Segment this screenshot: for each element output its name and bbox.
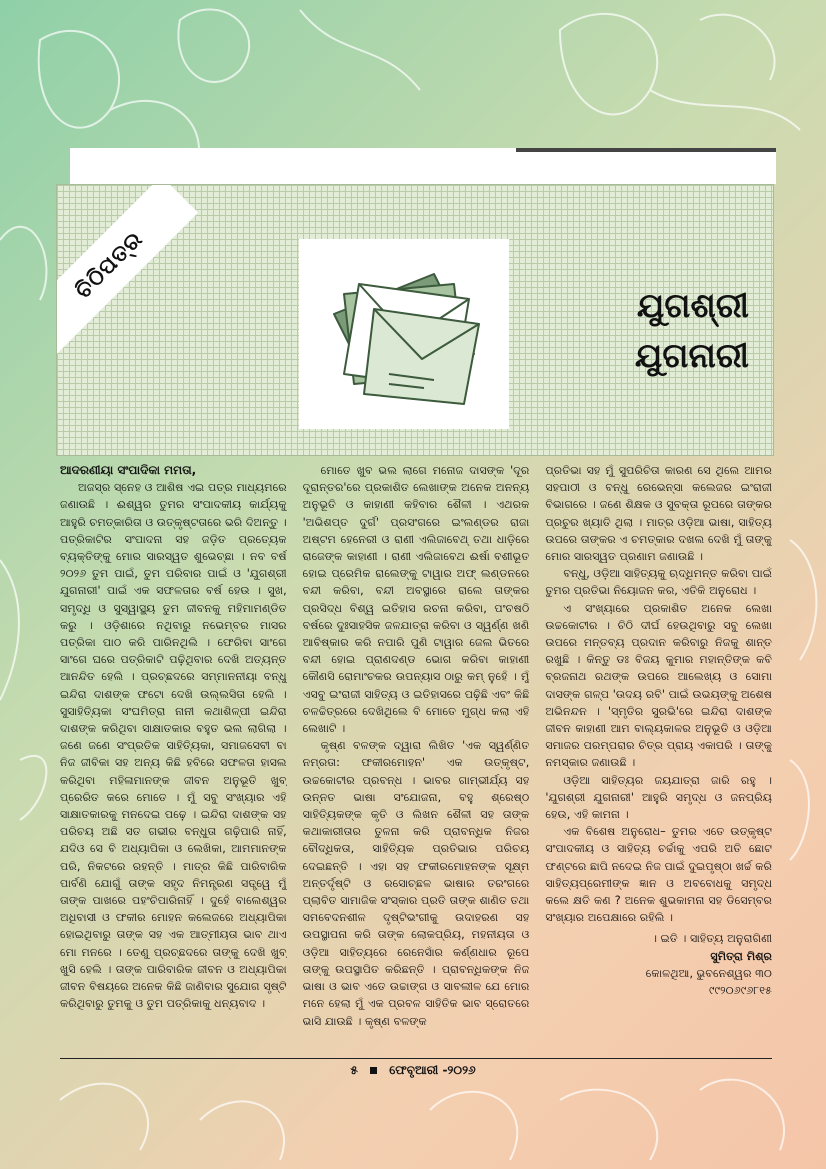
paragraph: ଓଡ଼ିଆ ସାହିତ୍ୟର ଜୟଯାତ୍ରା ଜାରି ରହୁ । 'ଯୁଗଶ୍ରୀ ଯୁଗନାରୀ' ଆହୁରି ସମୃଦ୍ଧ ଓ ଜନପ୍ରିୟ ହେଉ, ଏହି କାମନା ।	[545, 773, 773, 822]
envelopes-image	[299, 239, 509, 429]
paragraph: ବନ୍ଧୁ, ଓଡ଼ିଆ ସାହିତ୍ୟକୁ ଋଦ୍ଧିମନ୍ତ କରିବା ପାଇଁ ତୁମର ପ୍ରତିଭା ନିୟୋଜନ କର, ଏତିକି ଅନୁରୋଧ ।	[545, 567, 773, 598]
sign-place: କୋଳଥିଆ, ଭୁବନେଶ୍ୱର ୩୦	[645, 966, 773, 980]
footer-square-icon	[370, 1067, 377, 1074]
column-1	[60, 462, 287, 1047]
signature-block	[545, 930, 772, 999]
letter-body	[60, 462, 772, 1047]
letter-greeting: ଆଦରଣୀୟା ସଂପାଦିକା ମମତା,	[60, 463, 197, 477]
paragraph: ମୋତେ ଖୁବ ଭଲ ଲାଗେ ମନୋଜ ଦାସଙ୍କ 'ଦୂର ଦୂରାନ୍ତର'ରେ ପ୍ରକାଶିତ ଲେଖାଙ୍କ ଅନେକ ଅନନ୍ୟ ଅନୁଭୂତି ଓ କାହାଣୀ କହିବାର ଶୈଳୀ । ଏଥରକ 'ଅଭିଶପ୍ତ ଦୁର୍ଗ' ପ୍ରସଂଗରେ ଇଂଲଣ୍ଡର ରାଜା ଅଷ୍ଟମ ହେନେରୀ ଓ ରାଣୀ ଏଲିଜାବେଥ୍ ତଥା ଧାଡ଼ିରେ ରାଜେଙ୍କ କାହାଣୀ । ରାଣୀ ଏଲିଜାବେଥ ଈର୍ଷା ବଶୀଭୂତ ହୋଇ ପ୍ରେମିକ ରାଲେଙ୍କୁ ଟାୱାର ଅଫ୍ ଲଣ୍ଡନରେ ବନ୍ଦୀ କରିବା, ବନ୍ଦୀ ଅବସ୍ଥାରେ ରାଲେ ତାଙ୍କର ପ୍ରସିଦ୍ଧ ବିଶ୍ୱ ଇତିହାସ ରଚନା କରିବା, ପଂଚଷଠି ବର୍ଷରେ ଦୁଃସାହସିକ ଜଳଯାତ୍ରା କରିବା ଓ ସ୍ୱର୍ଣ୍ଣ ଖଣି ଆବିଷ୍କାର କରି ନପାରି ପୁଣି ଟାୱାର ଜେଲ ଭିତରେ ବନ୍ଦୀ ହୋଇ ପ୍ରାଣଦଣ୍ଡ ଭୋଗ କରିବା କାହାଣୀ କୌଣସି ରୋମାଂଚକର ଉପନ୍ୟାସ ଠାରୁ କମ୍ ନୁହେଁ । ମୁଁ ଏସବୁ ଇଂରାଜୀ ସାହିତ୍ୟ ଓ ଇତିହାସରେ ପଢ଼ିଛି ଏବଂ କିଛି ଚଳଚ୍ଚିତ୍ରରେ ଦେଖିଥିଲେ ବି ମୋତେ ମୁଗ୍ଧ କଲା ଏହି ଲେଖାଟି ।	[302, 464, 530, 736]
paragraph: ପ୍ରତିଭା ସହ ମୁଁ ସୁପରିଚିତା କାରଣ ସେ ଥିଲେ ଆମର ସହପାଠୀ ଓ ବନ୍ଧୁ ରେଭେନ୍ସା କଲେଜର ଇଂରାଜୀ ବିଭାଗରେ । ଜଣେ ଶିକ୍ଷକ ଓ ସୁବକ୍ତା ରୂପରେ ତାଙ୍କର ପ୍ରଚୁର ଖ୍ୟାତି ଥିଲା । ମାତ୍ର ଓଡ଼ିଆ ଭାଷା, ସାହିତ୍ୟ ଉପରେ ତାଙ୍କର ଏ ଚମତ୍କାର ଦଖଲ ଦେଖି ମୁଁ ତାଙ୍କୁ ମୋର ସାରସ୍ୱତ ପ୍ରଣାମ ଜଣାଉଛି ।	[545, 464, 773, 564]
sign-ending: । ଇତି । ସାହିତ୍ୟ ଅନୁରାଗିଣୀ	[651, 932, 773, 946]
column-2	[303, 462, 530, 1047]
section-label: ଚିଠିପତ୍ର	[70, 226, 148, 304]
column-3	[545, 462, 772, 1047]
envelopes-icon	[314, 254, 494, 414]
page-title-line1: ଯୁଗଶ୍ରୀ	[636, 286, 749, 326]
page-title	[635, 281, 749, 381]
paragraph: କୃଷ୍ଣ ବଳଙ୍କ ଦ୍ୱାରା ଲିଖିତ 'ଏକ ସ୍ୱର୍ଣ୍ଣିତ ନମ୍ରତା: ଫକୀରମୋହନ' ଏକ ଉତ୍କୃଷ୍ଟ, ଉଚ୍ଚକୋଟୀର ପ୍ରବନ୍ଧ । ଭାବର ଗାମ୍ଭୀର୍ଯ୍ୟ ସହ ଉନ୍ନତ ଭାଷା ସଂଯୋଜନା, ବହୁ ଶ୍ରେଷ୍ଠ ସାହିତ୍ୟିକଙ୍କ କୃତି ଓ ଲିଖନ ଶୈଳୀ ସହ ତାଙ୍କ କଥାକାରୀତାର ତୁଳନା କରି ପ୍ରାବନ୍ଧିକ ନିଜର ବୌଦ୍ଧିକତା, ସାହିତ୍ୟିକ ପ୍ରତିଭାର ପରିଚୟ ଦେଇଛନ୍ତି । ଏହା ସହ ଫକୀରମୋହନଙ୍କ ସୂକ୍ଷ୍ମ ଅନ୍ତର୍ଦୃଷ୍ଟି ଓ ରସୋଚ୍ଛଳ ଭାଷାର ତରଂଗରେ ପ୍ଲାବିତ ସାମାଜିକ ସଂସ୍କାର ପ୍ରତି ତାଙ୍କ ଶାଣିତ ତଥା ସମବେଦନଶୀଳ ଦୃଷ୍ଟିଭଂଗୀକୁ ଉଦାହରଣ ସହ ଉପସ୍ଥାପନା କରି ତାଙ୍କ ଲୋକପ୍ରିୟ, ମହନୀୟତା ଓ ଓଡ଼ିଆ ସାହିତ୍ୟରେ ରେନେସାଁର କର୍ଣ୍ଣଧାର ରୂପେ ତାଙ୍କୁ ଉପସ୍ଥାପିତ କରିଛନ୍ତି । ପ୍ରାବନ୍ଧିକଙ୍କ ନିଜ ଭାଷା ଓ ଭାବ ଏତେ ଉଚ୍ଚାଙ୍ଗ ଓ ସାବଲୀଳ ଯେ ମୋର ମନେ ହେଲା ମୁଁ ଏକ ପ୍ରବଳ ସାହିତିକ ଭାବ ସ୍ରୋତରେ ଭାସି ଯାଉଛି । କୃଷ୍ଣ ବଳଙ୍କ	[302, 739, 530, 1028]
page-title-line2: ଯୁଗନାରୀ	[634, 336, 749, 376]
section-label-ribbon	[56, 184, 198, 354]
footer-divider	[60, 1058, 772, 1059]
sign-name: ସୁମିତ୍ରା ମିଶ୍ର	[710, 949, 773, 963]
page-number: ୫	[350, 1063, 358, 1077]
section-header	[56, 184, 774, 456]
paragraph: ଏ ସଂଖ୍ୟାରେ ପ୍ରକାଶିତ ଅନେକ ଲେଖା ଉଚ୍ଚକୋଟୀର । ଚିଠି ଦୀର୍ଘ ହେଉଥିବାରୁ ସବୁ ଲେଖା ଉପରେ ମନ୍ତବ୍ୟ ପ୍ରଦାନ କରିବାରୁ ନିଜକୁ ଶାନ୍ତ ରଖୁଛି । କିନ୍ତୁ ଡଃ ବିଜୟ କୁମାର ମହାନ୍ତିଙ୍କ କବି ବ୍ରଜନାଥ ରଥଙ୍କ ଉପରେ ଆଲେଖ୍ୟ ଓ ସୋମା ଦାସଙ୍କ ଗଳ୍ପ 'ଉଦୟ ରବି' ପାଇଁ ଉଭୟଙ୍କୁ ଅଶେଷ ଅଭିନନ୍ଦନ । 'ସ୍ମୃତିର ସୁରଭି'ରେ ଇନ୍ଦିରା ଦାଶଙ୍କ ଜୀବନ କାହାଣୀ ଆମ ବାଲ୍ୟକାଳର ଅନୁଭୂତି ଓ ଓଡ଼ିଆ ସମାଜର ପରମ୍ପରାର ଚିତ୍ର ପ୍ରାୟ ଏକାପରି । ତାଙ୍କୁ ନମସ୍କାର ଜଣାଉଛି ।	[545, 601, 773, 770]
page-footer	[0, 1063, 826, 1078]
paragraph: ଏକ ବିଶେଷ ଅନୁରୋଧ– ତୁମର ଏତେ ଉତ୍କୃଷ୍ଟ ସଂପାଦକୀୟ ଓ ସାହିତ୍ୟ ଚର୍ଚ୍ଚାକୁ ଏପରି ଅତି ଛୋଟ ଫଣ୍ଟରେ ଛାପି ନଦେଇ ନିଜ ପାଇଁ ଦୁଇପୃଷ୍ଠା ଖର୍ଚ୍ଚ କରି ସାହିତ୍ୟପ୍ରେମୀଙ୍କ ଜ୍ଞାନ ଓ ଅବବୋଧକୁ ସମୃଦ୍ଧ କଲେ କ୍ଷତି କଣ ? ଅନେକ ଶୁଭକାମନା ସହ ଡିସେମ୍ବର ସଂଖ୍ୟାର ଅପେକ୍ଷାରେ ରହିଲି ।	[545, 825, 773, 925]
header-top-band	[70, 148, 776, 184]
header-top-accent	[516, 148, 776, 152]
issue-date: ଫେବୃଆରୀ -୨୦୨୬	[389, 1063, 476, 1077]
sign-phone: ୯୯୨୦୬୯୬୮୧୫	[708, 984, 773, 998]
paragraph: ଅଜସ୍ର ସ୍ନେହ ଓ ଆଶିଷ ଏଇ ପତ୍ର ମାଧ୍ୟମରେ ଜଣାଉଛି । ଈଶ୍ୱର ତୁମର ସଂପାଦକୀୟ କାର୍ଯ୍ୟକୁ ଆହୁରି ଚମତ୍କାରିତା ଓ ଉତ୍କୃଷ୍ଟତାରେ ଭରି ଦିଅନ୍ତୁ । ପତ୍ରିକାଟିର ସଂପାଦନା ସହ ଜଡ଼ିତ ପ୍ରତ୍ୟେକ ବ୍ୟକ୍ତିଙ୍କୁ ମୋର ସାରସ୍ୱତ ଶୁଭେଚ୍ଛା । ନବ ବର୍ଷ ୨୦୨୬ ତୁମ ପାଇଁ, ତୁମ ପରିବାର ପାଇଁ ଓ 'ଯୁଗଶ୍ରୀ ଯୁଗନାରୀ' ପାଇଁ ଏକ ସଫଳତାର ବର୍ଷ ହେଉ । ସୁଖ, ସମୃଦ୍ଧି ଓ ସୁସ୍ୱାସ୍ଥ୍ୟ ତୁମ ଜୀବନକୁ ମହିମାମଣ୍ଡିତ କରୁ । ଓଡ଼ିଶାରେ ନଥିବାରୁ ନଭେମ୍ବର ମାସର ପତ୍ରିକା ପାଠ କରି ପାରିନଥିଲି । ଫେରିବା ସାଂଗେ ସାଂଗେ ଘରେ ପତ୍ରିକାଟି ପଢ଼ିଥିବାର ଦେଖି ଅତ୍ୟନ୍ତ ଆନନ୍ଦିତ ହେଲି । ପ୍ରଚ୍ଛଦରେ ସମ୍ମାନନୀୟା ବନ୍ଧୁ ଇନ୍ଦିରା ଦାଶଙ୍କ ଫଟୋ ଦେଖି ଉଲ୍ଲସିତା ହେଲି । ସୁସାହିତ୍ୟିକା ସଂଘମିତ୍ରା ନାନୀ କଥାଶିଳ୍ପୀ ଇନ୍ଦିରା ଦାଶଙ୍କ କରିଥିବା ସାକ୍ଷାତକାର ବହୁତ ଭଲ ଲାଗିଲା । ଜଣେ ଜଣେ ସଂପ୍ରତିକ ସାହିତ୍ୟିକା, ସମାଜସେବୀ ବା ନିଜ ଜୀବିକା ସହ ଅନ୍ୟ କିଛି ହବିରେ ସଫଳତା ହାସଲ କରିଥିବା ମହିଳାମାନଙ୍କ ଜୀବନ ଅନୁଭୂତି ଖୁବ୍ ପ୍ରେରିତ କରେ ମୋତେ । ମୁଁ ସବୁ ସଂଖ୍ୟାର ଏହି ସାକ୍ଷାତକାରକୁ ମନଦେଇ ପଢ଼େ । ଇନ୍ଦିରା ଦାଶଙ୍କ ସହ ପରିଚୟ ଅଛି ସତ ଗଭୀର ବନ୍ଧୁତା ଗଢ଼ିପାରି ନାହିଁ, ଯଦିଓ ସେ ବି ଅଧ୍ୟାପିକା ଓ ଲେଖିକା, ଆମମାନଙ୍କ ପରି, ନିକଟରେ ରହନ୍ତି । ମାତ୍ର କିଛି ପାରିବାରିକ ପାର୍ବଣି ଯୋଗୁଁ ତାଙ୍କ ସହୃଦ ନିମନ୍ତ୍ରଣ ସତ୍ତ୍ୱେ ମୁଁ ତାଙ୍କ ପାଖରେ ପହଂଚିପାରିନାହିଁ । ଦୁହେଁ ବାଲେଶ୍ୱର ଅଧିବାସୀ ଓ ଫକୀର ମୋହନ କଲେଜରେ ଅଧ୍ୟାପିକା ହୋଇଥିବାରୁ ତାଙ୍କ ସହ ଏକ ଆତ୍ମୀୟତା ଭାବ ଥାଏ ମୋ ମନରେ । ତେଣୁ ପ୍ରଚ୍ଛଦରେ ତାଙ୍କୁ ଦେଖି ଖୁବ୍ ଖୁସି ହେଲି । ତାଙ୍କ ପାରିବାରିକ ଜୀବନ ଓ ଅଧ୍ୟାପିକା ଜୀବନ ବିଷୟରେ ଅନେକ କିଛି ଜାଣିବାର ସୁଯୋଗ ସୃଷ୍ଟି କରିଥିବାରୁ ତୁମକୁ ଓ ତୁମ ପତ୍ରିକାକୁ ଧନ୍ୟବାଦ ।	[60, 481, 287, 1011]
